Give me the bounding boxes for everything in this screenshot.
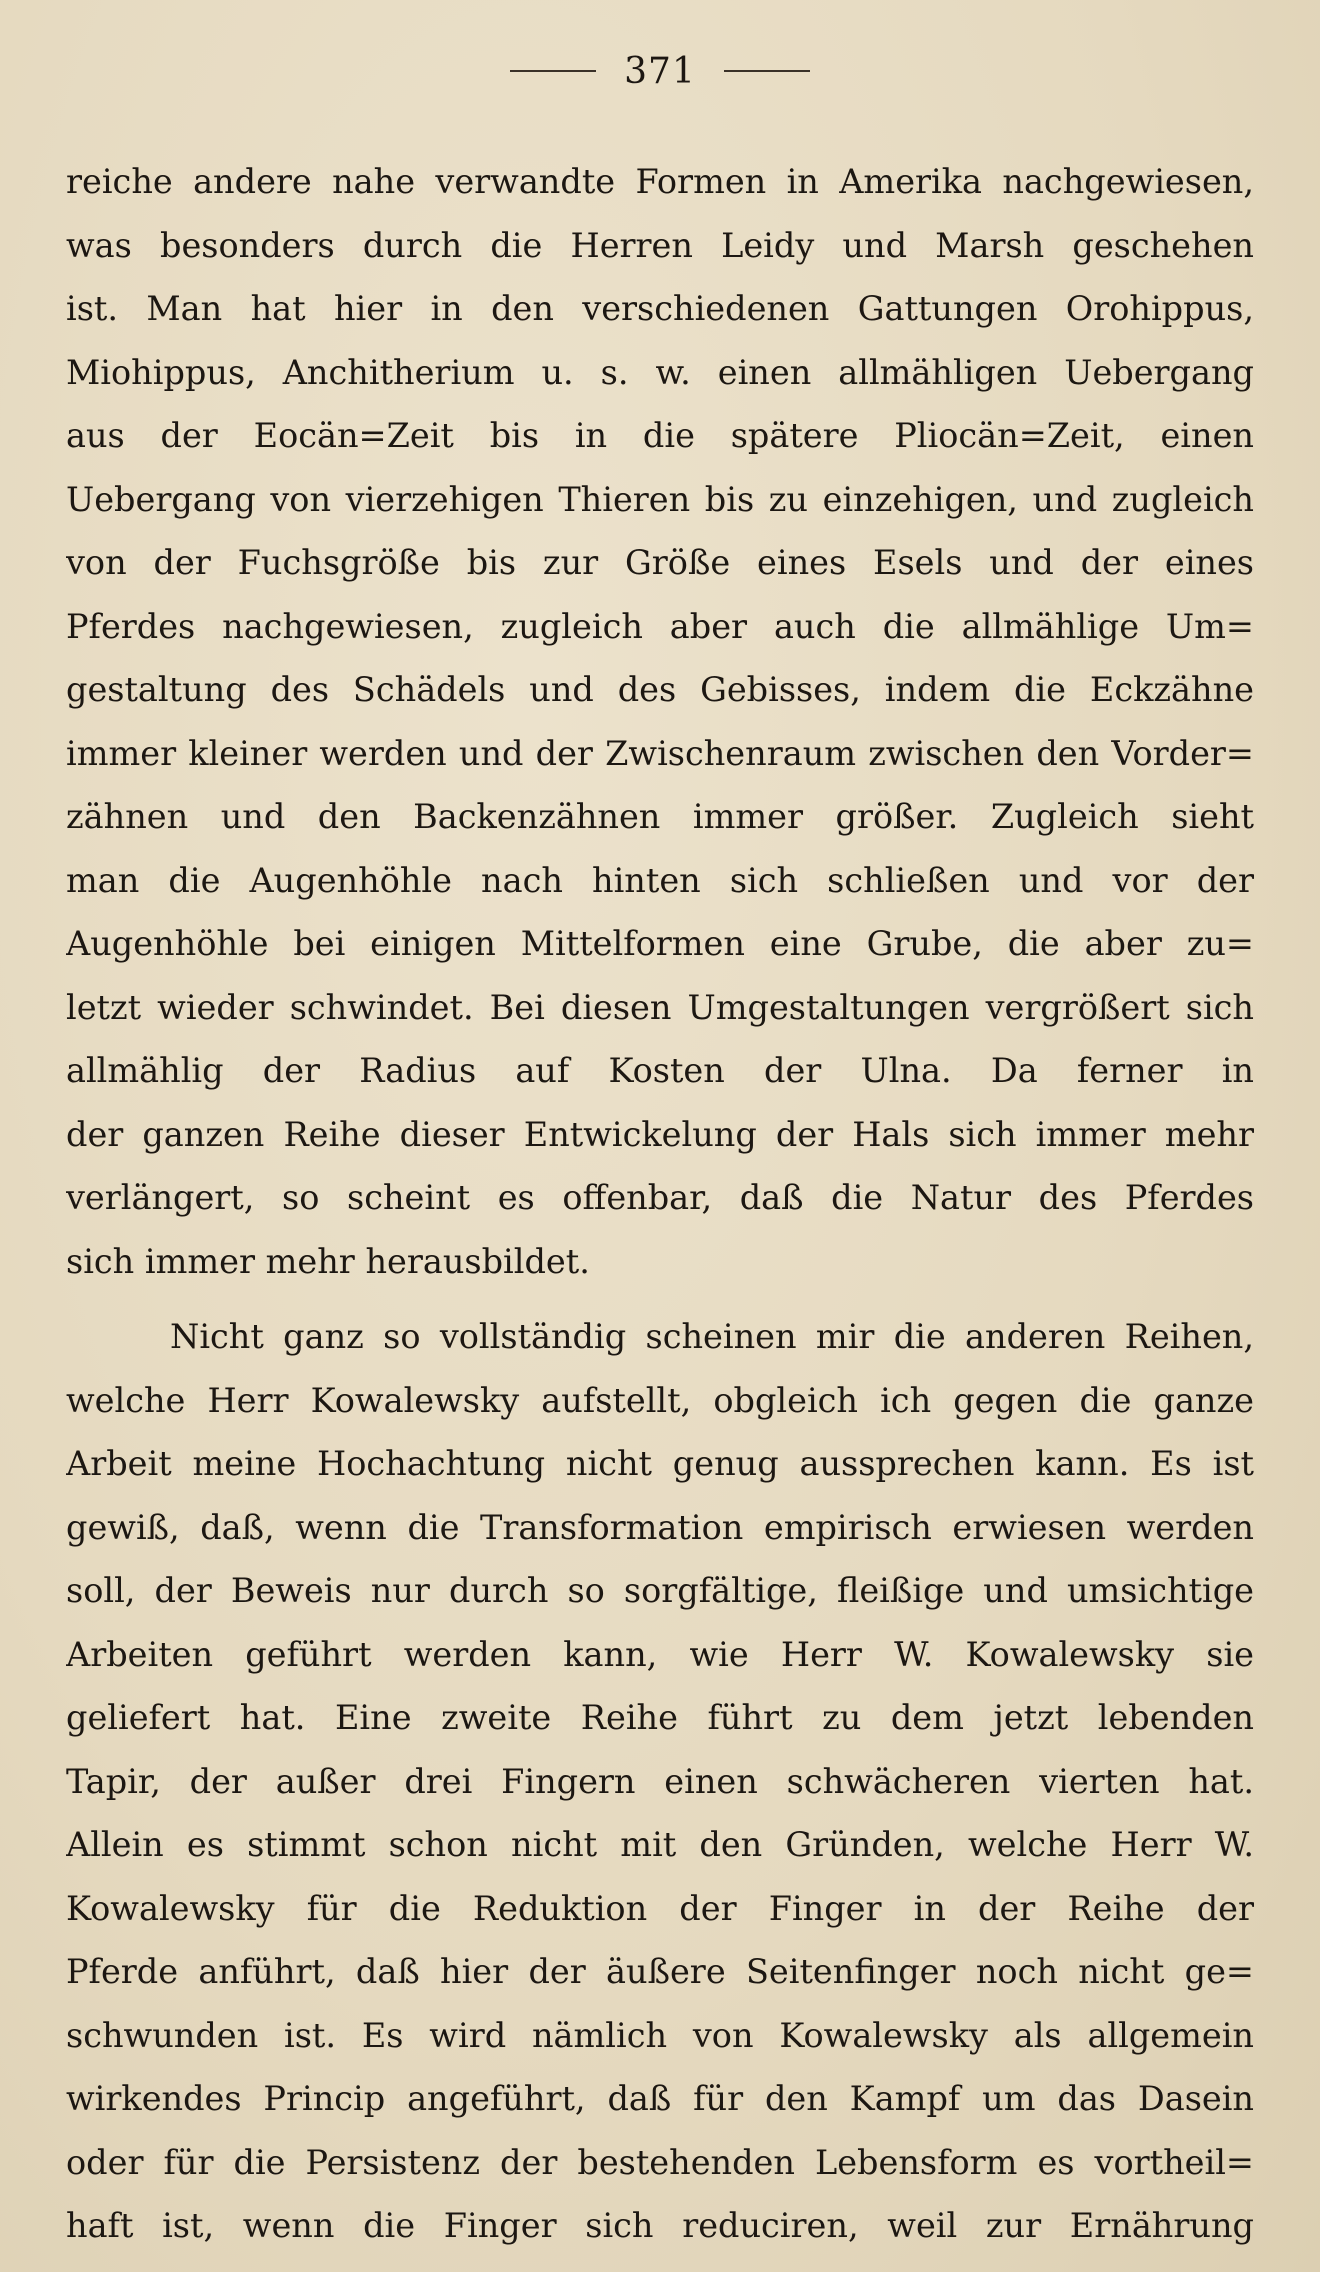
text-line: zähnen und den Backenzähnen immer größer. Zugleich sieht	[66, 797, 1254, 836]
text-line: haft ist, wenn die Finger sich reduciren, weil zur Ernährung	[66, 2206, 1254, 2245]
text-line: geliefert hat. Eine zweite Reihe führt zu dem jetzt lebenden	[66, 1698, 1254, 1737]
header-rule-left	[510, 70, 596, 72]
text-line: Kowalewsky für die Reduktion der Finger in der Reihe der	[66, 1888, 1254, 1928]
text-line: letzt wieder schwindet. Bei diesen Umgestaltungen vergrößert sich	[66, 987, 1254, 1027]
text-line: man die Augenhöhle nach hinten sich schließen und vor der	[66, 860, 1254, 900]
text-line: sich immer mehr herausbildet.	[66, 1241, 590, 1281]
text-line: von der Fuchsgröße bis zur Größe eines Esels und der eines	[66, 543, 1254, 582]
text-line: Uebergang von vierzehigen Thieren bis zu einzehigen, und zugleich	[66, 479, 1254, 519]
text-line: Arbeit meine Hochachtung nicht genug aussprechen kann. Es ist	[66, 1444, 1254, 1483]
text-line: was besonders durch die Herren Leidy und Marsh geschehen	[66, 225, 1254, 265]
text-line: gewiß, daß, wenn die Transformation empirisch erwiesen werden	[66, 1507, 1254, 1547]
page-header	[0, 46, 1320, 96]
text-line: welche Herr Kowalewsky aufstellt, obgleich ich gegen die ganze	[66, 1380, 1254, 1420]
text-line: soll, der Beweis nur durch so sorgfältige, fleißige und umsichtige	[66, 1571, 1254, 1610]
text-line: Augenhöhle bei einigen Mittelformen eine Grube, die aber zu=	[66, 924, 1254, 963]
text-line: Pferdes nachgewiesen, zugleich aber auch die allmählige Um=	[66, 606, 1254, 646]
text-line: immer kleiner werden und der Zwischenraum zwischen den Vorder=	[66, 733, 1254, 773]
text-line: Allein es stimmt schon nicht mit den Gründen, welche Herr W.	[66, 1825, 1254, 1864]
text-line: Miohippus, Anchitherium u. s. w. einen allmähligen Uebergang	[66, 352, 1254, 392]
text-line: gestaltung des Schädels und des Gebisses, indem die Eckzähne	[66, 670, 1254, 709]
paragraph-1	[66, 150, 1254, 1293]
text-line: Arbeiten geführt werden kann, wie Herr W. Kowalewsky sie	[66, 1634, 1254, 1674]
page-number: 371	[624, 50, 696, 92]
text-line: aus der Eocän=Zeit bis in die spätere Pliocän=Zeit, einen	[66, 416, 1254, 455]
text-line: Pferde anführt, daß hier der äußere Seitenfinger noch nicht ge=	[66, 1952, 1254, 1991]
text-line: Tapir, der außer drei Fingern einen schwächeren vierten hat.	[66, 1761, 1254, 1801]
text-line: reiche andere nahe verwandte Formen in Amerika nachgewiesen,	[66, 162, 1254, 201]
text-line: Nicht ganz so vollständig scheinen mir die anderen Reihen,	[170, 1317, 1254, 1356]
text-line: allmählig der Radius auf Kosten der Ulna. Da ferner in	[66, 1051, 1254, 1090]
text-line: oder für die Persistenz der bestehenden Lebensform es vortheil=	[66, 2142, 1254, 2182]
header-rule-right	[724, 70, 810, 72]
text-line: schwunden ist. Es wird nämlich von Kowalewsky als allgemein	[66, 2015, 1254, 2055]
paragraph-2	[66, 1305, 1254, 2258]
body-text	[66, 150, 1254, 2258]
text-line: der ganzen Reihe dieser Entwickelung der Hals sich immer mehr	[66, 1114, 1254, 1154]
text-line: wirkendes Princip angeführt, daß für den Kampf um das Dasein	[66, 2079, 1254, 2118]
text-line: ist. Man hat hier in den verschiedenen Gattungen Orohippus,	[66, 289, 1254, 328]
text-line: verlängert, so scheint es offenbar, daß die Natur des Pferdes	[66, 1178, 1254, 1217]
